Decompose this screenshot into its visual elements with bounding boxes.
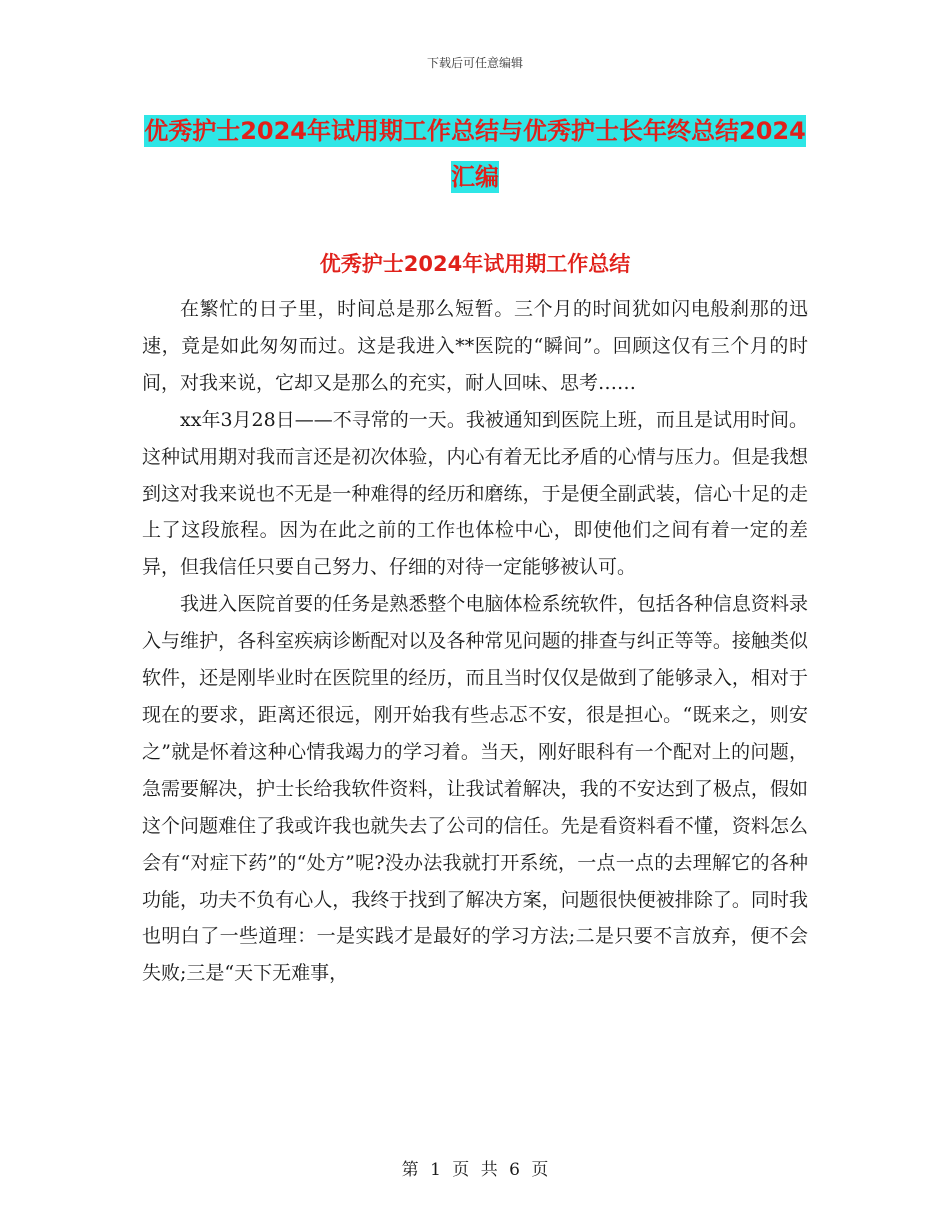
- page-number-footer: 第 1 页 共 6 页: [401, 1160, 549, 1180]
- page-header-note: 下载后可任意编辑: [426, 56, 523, 70]
- section-title: 优秀护士2024年试用期工作总结: [319, 252, 631, 276]
- document-title-text: 优秀护士2024年试用期工作总结与优秀护士长年终总结2024汇编: [144, 117, 806, 191]
- paragraph-2: xx年3月28日——不寻常的一天。我被通知到医院上班，而且是试用时间。这种试用期对我而言还是初次体验，内心有着无比矛盾的心情与压力。但是我想到这对我来说也不无是一种难得的经历和磨练，于是便全副武装，信心十足的走上了这段旅程。因为在此之前的工作也体检中心，即使他们之间有着一定的差异，但我信任只要自己努力、仔细的对待一定能够被认可。: [142, 408, 808, 579]
- paragraph-1: 在繁忙的日子里，时间总是那么短暂。三个月的时间犹如闪电般刹那的迅速，竟是如此匆匆而过。这是我进入**医院的“瞬间”。回顾这仅有三个月的时间，对我来说，它却又是那么的充实，耐人回味、思考……: [142, 298, 808, 394]
- paragraph-3: 我进入医院首要的任务是熟悉整个电脑体检系统软件，包括各种信息资料录入与维护，各科室疾病诊断配对以及各种常见问题的排查与纠正等等。接触类似软件，还是刚毕业时在医院里的经历，而且当时仅仅是做到了能够录入，相对于现在的要求，距离还很远，刚开始我有些忐忑不安，很是担心。“既来之，则安之”就是怀着这种心情我竭力的学习着。当天，刚好眼科有一个配对上的问题，急需要解决，护士长给我软件资料，让我试着解决，我的不安达到了极点，假如这个问题难住了我或许我也就失去了公司的信任。先是看资料看不懂，资料怎么会有“对症下药”的“处方”呢?没办法我就打开系统，一点一点的去理解它的各种功能，功夫不负有心人，我终于找到了解决方案，问题很快便被排除了。同时我也明白了一些道理：一是实践才是最好的学习方法;二是只要不言放弃，便不会失败;三是“天下无难事，: [142, 593, 808, 985]
- document-body: [142, 291, 808, 992]
- document-title: [140, 108, 810, 200]
